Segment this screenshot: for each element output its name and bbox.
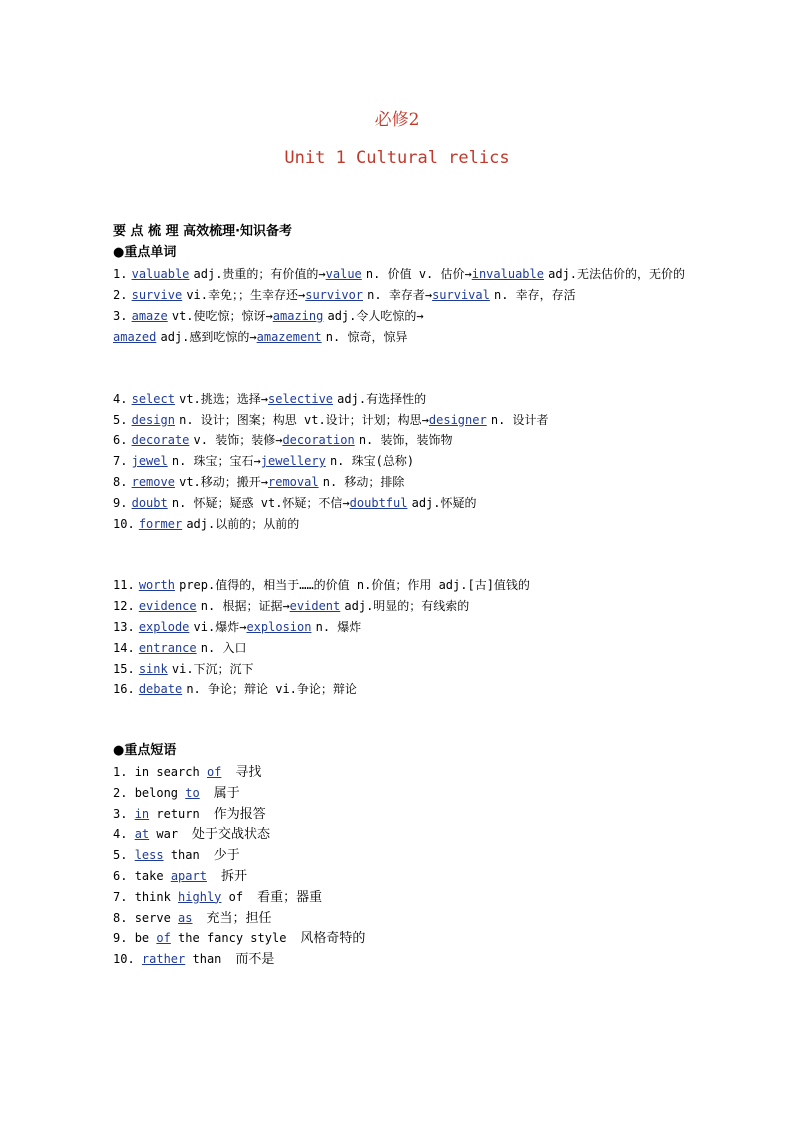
phrase-item: 10. rather than 而不是 — [113, 952, 275, 968]
phrase-meaning: 作为报答 — [213, 806, 266, 822]
phrase-item: 1. in search of 寻找 — [113, 764, 262, 780]
keyword: at — [134, 827, 150, 842]
keyword: jewellery — [260, 454, 326, 469]
keyword: value — [325, 266, 362, 281]
phrase-meaning: 而不是 — [235, 952, 275, 968]
document-body — [113, 222, 713, 970]
phrase-meaning: 处于交战状态 — [192, 827, 271, 843]
words-heading: ●重点单词 — [113, 244, 177, 260]
phrase-item: 6. take apart 拆开 — [113, 868, 247, 884]
phrase-item: 2. belong to 属于 — [113, 785, 240, 801]
keyword: doubtful — [349, 495, 408, 510]
phrase-item: 9. be of the fancy style 风格奇特的 — [113, 931, 366, 947]
keyword: decorate — [131, 433, 190, 448]
word-item: 3. amaze vt.使吃惊；惊讶→amazing adj.令人吃惊的→ — [113, 309, 424, 324]
phrase-meaning: 属于 — [213, 785, 240, 801]
keyword: valuable — [131, 266, 190, 281]
keyword: apart — [170, 868, 207, 883]
keyword: amazement — [256, 329, 322, 344]
keyword: rather — [141, 952, 186, 967]
keyword: debate — [138, 682, 183, 697]
unit-title: Unit 1 Cultural relics — [284, 148, 510, 168]
word-item: 7. jewel n. 珠宝；宝石→jewellery n. 珠宝(总称) — [113, 454, 415, 469]
keyword: evidence — [138, 599, 197, 614]
word-item: 4. select vt.挑选；选择→selective adj.有选择性的 — [113, 391, 427, 406]
word-item: 8. remove vt.移动；搬开→removal n. 移动；排除 — [113, 474, 405, 489]
keyword: former — [138, 516, 183, 531]
phrase-meaning: 拆开 — [220, 868, 247, 884]
phrase-list — [113, 762, 713, 970]
keyword: survival — [432, 288, 490, 303]
word-item: 14. entrance n. 入口 — [113, 640, 247, 655]
keyword: less — [134, 848, 164, 863]
word-item: 12. evidence n. 根据；证据→evident adj.明显的；有线索的 — [113, 599, 470, 614]
keyword: explode — [138, 619, 190, 634]
keyword: sink — [138, 661, 168, 676]
keyword: remove — [131, 474, 175, 489]
word-item: 1. valuable adj.贵重的；有价值的→value n. 价值 v. 估价→invaluable adj.无法估价的，无价的 — [113, 266, 686, 281]
phrase-item: 8. serve as 充当；担任 — [113, 910, 272, 926]
keyword: to — [185, 785, 200, 800]
word-item: 9. doubt n. 怀疑；疑惑 vt.怀疑；不信→doubtful adj.怀疑的 — [113, 495, 477, 510]
keyword: entrance — [138, 640, 197, 655]
phrase-item: 7. think highly of 看重；器重 — [113, 889, 323, 905]
phrase-item: 5. less than 少于 — [113, 848, 240, 864]
phrase-meaning: 看重；器重 — [257, 889, 323, 905]
word-item: 16. debate n. 争论；辩论 vi.争论；辩论 — [113, 682, 357, 697]
keyword: doubt — [131, 495, 168, 510]
book-title: 必修2 — [374, 110, 420, 130]
keyword: amazing — [272, 309, 324, 324]
keyword: in — [134, 806, 150, 821]
keyword: amaze — [131, 309, 168, 324]
word-item: 2. survive vi.幸免；；生幸存还→survivor n. 幸存者→survival n. 幸存，存活 — [113, 288, 576, 303]
word-item: 13. explode vi.爆炸→explosion n. 爆炸 — [113, 619, 362, 634]
word-item: 6. decorate v. 装饰；装修→decoration n. 装饰，装饰物 — [113, 433, 453, 448]
word-item: amazed adj.感到吃惊的→amazement n. 惊奇，惊异 — [113, 329, 408, 344]
phrase-item: 3. in return 作为报答 — [113, 806, 266, 822]
phrase-meaning: 风格奇特的 — [300, 931, 366, 947]
phrase-meaning: 充当；担任 — [206, 910, 272, 926]
keyword: selective — [268, 391, 334, 406]
keyword: of — [156, 931, 171, 946]
phrase-meaning: 寻找 — [235, 764, 262, 780]
word-item: 15. sink vi.下沉；沉下 — [113, 661, 254, 676]
word-item: 5. design n. 设计；图案；构思 vt.设计；计划；构思→designer n. 设计者 — [113, 412, 549, 427]
keyword: highly — [178, 889, 222, 904]
keyword: invaluable — [471, 266, 544, 281]
keyword: jewel — [131, 454, 168, 469]
keyword: design — [131, 412, 175, 427]
keyword: evident — [289, 599, 341, 614]
word-item: 10. former adj.以前的；从前的 — [113, 516, 300, 531]
keyword: of — [206, 764, 222, 779]
keyword: select — [131, 391, 175, 406]
phrases-heading: ●重点短语 — [113, 743, 177, 759]
word-item: 11. worth prep.值得的，相当于……的价值 n.价值；作用 adj.[古]值钱的 — [113, 578, 530, 593]
keyword: survive — [131, 288, 183, 303]
keyword: as — [178, 910, 193, 925]
keyword: survivor — [305, 288, 364, 303]
keyword: worth — [138, 578, 175, 593]
phrase-item: 4. at war 处于交战状态 — [113, 827, 271, 843]
keyword: explosion — [246, 619, 312, 634]
keyword: removal — [268, 474, 319, 489]
section-title: 要 点 梳 理 高效梳理·知识备考 — [113, 224, 293, 239]
phrase-meaning: 少于 — [213, 848, 240, 864]
keyword: amazed — [113, 329, 157, 344]
keyword: designer — [428, 412, 487, 427]
keyword: decoration — [282, 433, 355, 448]
